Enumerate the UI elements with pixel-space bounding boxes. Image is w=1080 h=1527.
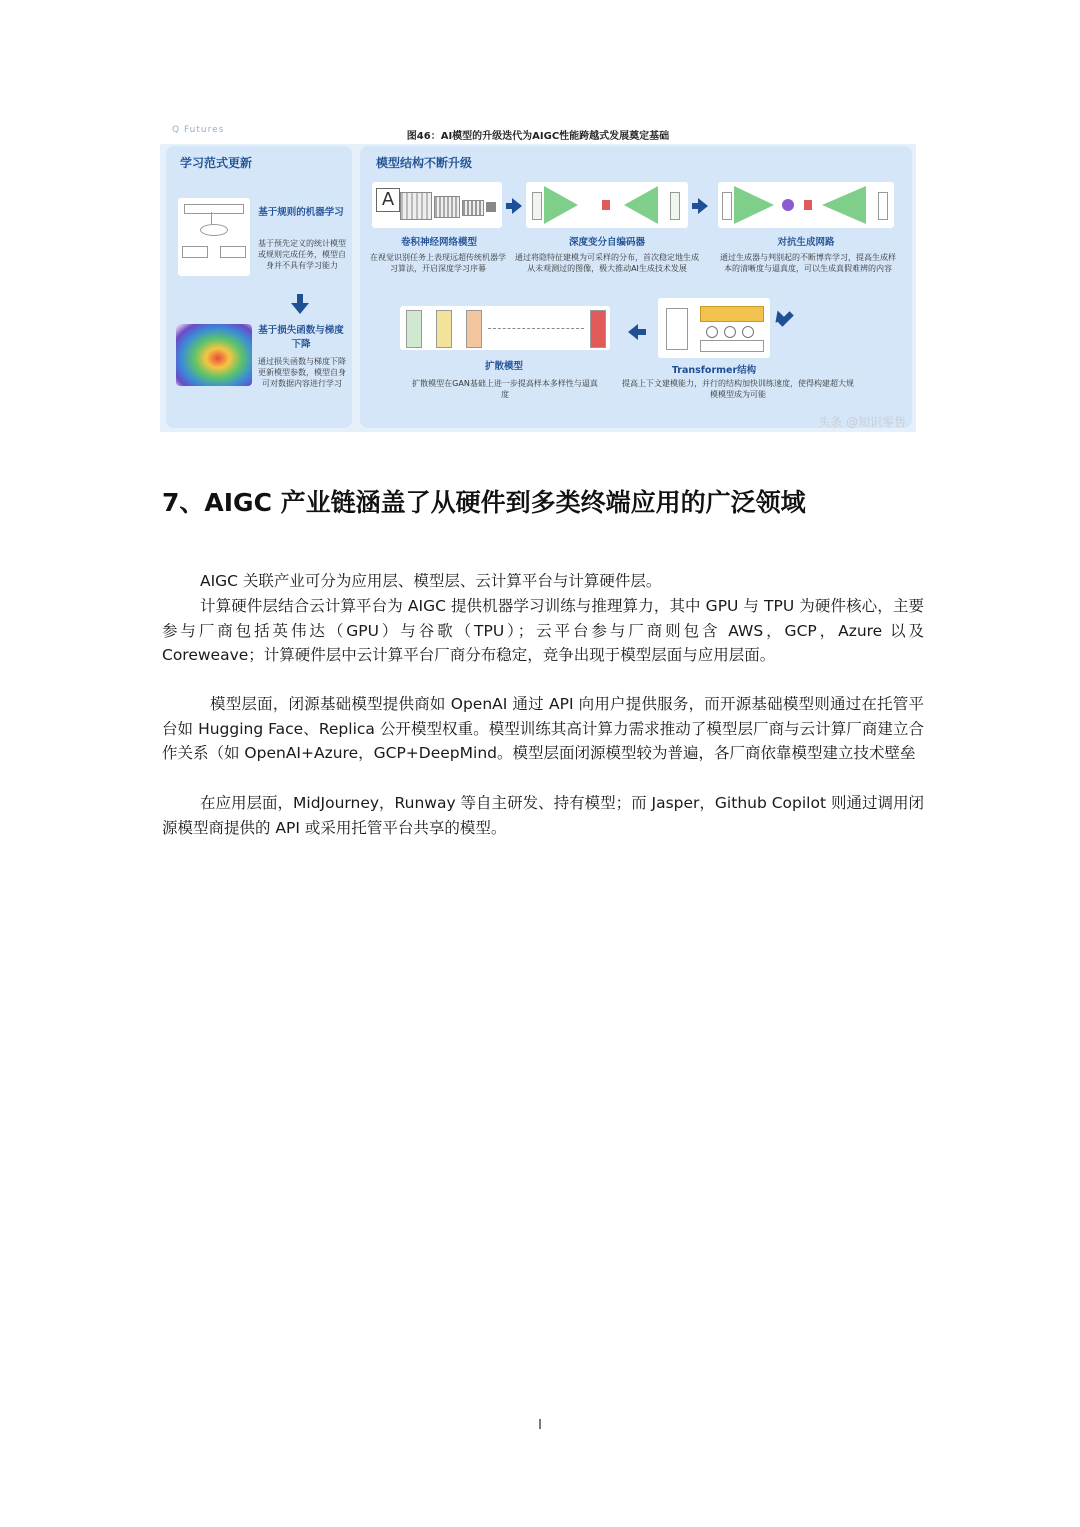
paragraph-application-layer: 在应用层面，MidJourney，Runway 等自主研发、持有模型；而 Jasper，Github Copilot 则通过调用闭源模型商提供的 API 或采用托管平台共享的模型。 xyxy=(162,794,924,837)
paragraph-industry-layers: AIGC 关联产业可分为应用层、模型层、云计算平台与计算硬件层。 xyxy=(200,572,662,590)
vae-diagram xyxy=(526,182,688,228)
rule-based-ml-text: 基于预先定义的统计模型或规则完成任务，模型自身并不具有学习能力 xyxy=(258,239,346,270)
gradient-descent-title: 基于损失函数与梯度下降 xyxy=(258,325,344,350)
gan-diagram xyxy=(718,182,894,228)
figure-watermark: 头条 @知识零售 xyxy=(818,415,906,429)
diffusion-title: 扩散模型 xyxy=(484,361,523,372)
learning-paradigm-panel xyxy=(166,146,352,428)
model-structure-panel xyxy=(360,146,912,428)
figure-title: 图46：AI模型的升级迭代为AIGC性能跨越式发展奠定基础 xyxy=(406,131,670,142)
diffusion-diagram xyxy=(400,306,610,350)
right-arrow-icon-2 xyxy=(698,198,708,214)
figure-image xyxy=(160,120,916,432)
paragraph-model-layer: 模型层面，闭源基础模型提供商如 OpenAI 通过 API 向用户提供服务，而开源基础模型则通过在托管平台如 Hugging Face、Replica 公开模型权重。模型训练其高计算力需求推动了模型层厂商与云计算厂商建立合作关系（如 OpenAI+Azure，GCP+DeepMind。模型层面闭源模型较为普遍，各厂商依靠模型建立技术壁垒 xyxy=(162,695,924,763)
loss-surface-plot xyxy=(176,324,252,386)
cnn-title: 卷积神经网络模型 xyxy=(400,237,477,248)
figure-brand-logo: Q Futures xyxy=(172,125,225,135)
down-arrow-shaft xyxy=(297,294,303,303)
model-structure-title: 模型结构不断升级 xyxy=(376,156,473,170)
down-arrow-icon xyxy=(291,303,309,314)
diagonal-arrow-icon xyxy=(771,311,788,328)
vae-title: 深度变分自编码器 xyxy=(568,237,645,248)
rule-flowchart-diagram xyxy=(178,198,250,276)
transformer-diagram xyxy=(658,298,770,358)
gradient-descent-text: 通过损失函数与梯度下降更新模型参数，模型自身可对数据内容进行学习 xyxy=(258,357,346,388)
gan-text: 通过生成器与判别起的不断博弈学习，提高生成样本的清晰度与逼真度，可以生成真假难辨的内容 xyxy=(720,253,896,273)
transformer-title: Transformer结构 xyxy=(671,365,757,376)
diffusion-text: 扩散模型在GAN基础上进一步提高样本多样性与逼真度 xyxy=(412,379,598,399)
gan-title: 对抗生成网路 xyxy=(777,237,835,248)
right-arrow-icon-1 xyxy=(512,198,522,214)
transformer-text: 提高上下文建模能力，并行的结构加快训练速度，使得构建超大规模模型成为可能 xyxy=(622,379,854,399)
left-arrow-icon xyxy=(628,324,638,340)
rule-based-ml-title: 基于规则的机器学习 xyxy=(258,207,344,218)
paragraph-compute-hardware: 计算硬件层结合云计算平台为 AIGC 提供机器学习训练与推理算力，其中 GPU 与 TPU 为硬件核心，主要参与厂商包括英伟达（GPU）与谷歌（TPU）；云平台参与厂商则包含 AWS，GCP，Azure 以及 Coreweave；计算硬件层中云计算平台厂商分布稳定，竞争出现于模型层面与应用层面。 xyxy=(162,597,924,665)
page-number: I xyxy=(538,1418,542,1433)
learning-paradigm-title: 学习范式更新 xyxy=(180,156,253,170)
cnn-text: 在视觉识别任务上表现远超传统机器学习算法，开启深度学习序幕 xyxy=(370,253,506,273)
cnn-diagram: A xyxy=(372,182,502,228)
vae-text: 通过将隐特征建模为可采样的分布，首次稳定地生成从未观测过的图像，极大推动AI生成技术发展 xyxy=(515,253,699,273)
section-heading: 7、AIGC 产业链涵盖了从硬件到多类终端应用的广泛领域 xyxy=(162,488,806,517)
left-arrow-shaft xyxy=(638,329,646,335)
